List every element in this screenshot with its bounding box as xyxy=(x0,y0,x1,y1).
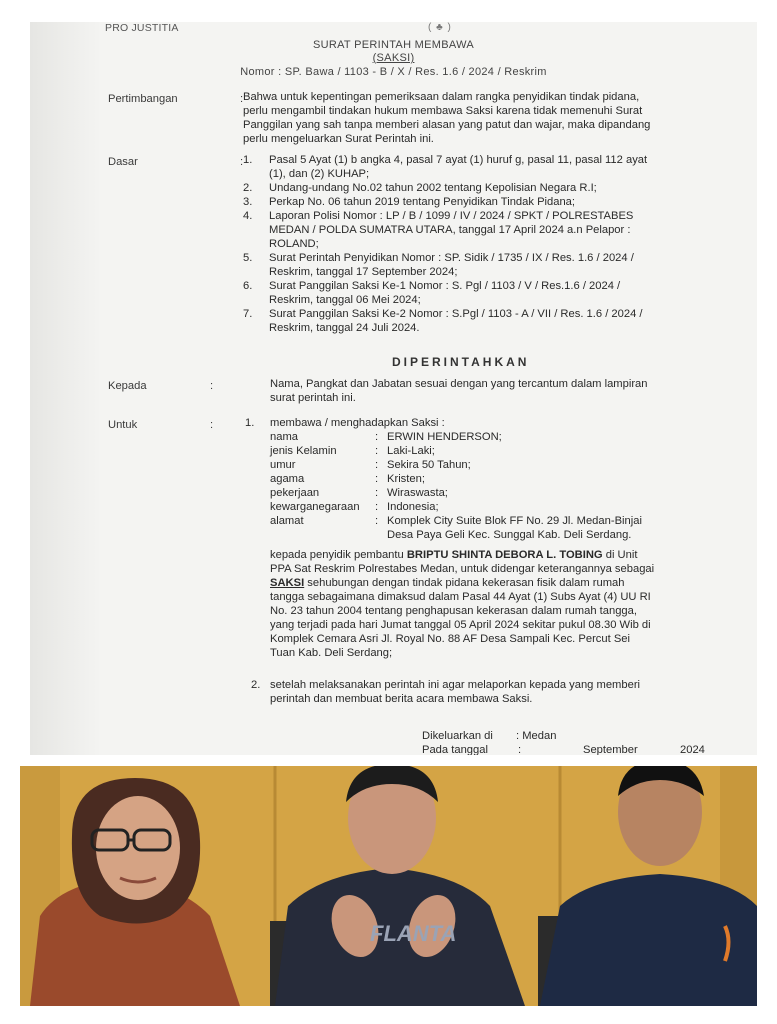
pada-tanggal-label: Pada tanggal xyxy=(422,744,488,755)
dasar-line: Surat Panggilan Saksi Ke-1 Nomor : S. Pgl / 1103 / V / Res.1.6 / 2024 / xyxy=(269,280,621,292)
saksi-field-value xyxy=(387,514,642,542)
untuk-colon: : xyxy=(210,419,214,431)
shirt-logo-text: FLANTA xyxy=(370,921,457,946)
saksi-field-key: nama xyxy=(270,431,298,443)
document-scan xyxy=(30,22,757,755)
saksi-field-value: Wiraswasta; xyxy=(387,487,448,499)
saksi-field-value: Kristen; xyxy=(387,473,425,485)
untuk-label: Untuk xyxy=(108,419,138,431)
kepada-colon: : xyxy=(210,380,214,392)
pertimbangan-label: Pertimbangan xyxy=(108,93,178,105)
emblem-stamp: ( ♣ ) xyxy=(428,22,452,33)
alamat-line: Desa Paya Geli Kec. Sunggal Kab. Deli Serdang. xyxy=(387,529,632,541)
para-line xyxy=(270,548,750,562)
diperintahkan-heading: DIPERINTAHKAN xyxy=(392,355,530,369)
saksi-field-value: ERWIN HENDERSON; xyxy=(387,431,502,443)
dasar-line: Surat Perintah Penyidikan Nomor : SP. Sidik / 1735 / IX / Res. 1.6 / 2024 / xyxy=(269,252,634,264)
untuk-item2-text xyxy=(270,678,740,706)
dasar-item xyxy=(243,181,733,195)
saksi-field-row: alamat : Komplek City Suite Blok FF No. 29 Jl. Medan-Binjai Desa Paya Geli Kec. Sunggal Kab. Deli Serdang. xyxy=(270,515,642,541)
saksi-field-row: kewarganegaraan : Indonesia; xyxy=(270,501,439,513)
untuk-item2-num: 2. xyxy=(251,679,261,691)
title-line2: (SAKSI) xyxy=(372,52,415,64)
dasar-line: Surat Panggilan Saksi Ke-2 Nomor : S.Pgl / 1103 - A / VII / Res. 1.6 / 2024 / xyxy=(269,308,643,320)
item2-line: setelah melaksanakan perintah ini agar melaporkan kepada yang memberi xyxy=(270,679,641,691)
pertimbangan-line: perlu mengambil tindakan hukum membawa Saksi karena tidak memenuhi Surat xyxy=(243,105,643,117)
dasar-item-text xyxy=(269,279,620,307)
dasar-item-num: 5. xyxy=(243,252,253,264)
para-line xyxy=(270,576,750,590)
alamat-line: Komplek City Suite Blok FF No. 29 Jl. Medan-Binjai xyxy=(387,515,642,527)
para-line: No. 23 tahun 2004 tentang penghapusan kekerasan dalam rumah tangga, xyxy=(270,605,637,617)
saksi-field-value: Sekira 50 Tahun; xyxy=(387,459,471,471)
dasar-line: Reskrim, tanggal 06 Mei 2024; xyxy=(269,294,421,306)
saksi-field-row: pekerjaan : Wiraswasta; xyxy=(270,487,448,499)
saksi-field-value: Laki-Laki; xyxy=(387,445,435,457)
dasar-item xyxy=(243,153,733,181)
para-text: kepada penyidik pembantu xyxy=(270,549,407,561)
pada-tanggal-year: 2024 xyxy=(680,744,705,755)
dikeluarkan-value: : Medan xyxy=(516,730,557,742)
dikeluarkan-label: Dikeluarkan di xyxy=(422,730,493,742)
saksi-field-key: pekerjaan xyxy=(270,487,320,499)
press-photo xyxy=(20,766,757,1006)
dasar-item xyxy=(243,279,733,307)
kepada-line: surat perintah ini. xyxy=(270,392,356,404)
press-photo-illustration xyxy=(20,766,757,1006)
para-line: PPA Sat Reskrim Polrestabes Medan, untuk didengar keterangannya sebagai xyxy=(270,563,655,575)
dasar-line: Pasal 5 Ayat (1) b angka 4, pasal 7 ayat (1) huruf g, pasal 11, pasal 112 ayat xyxy=(269,154,648,166)
dasar-line: Perkap No. 06 tahun 2019 tentang Penyidikan Tindak Pidana; xyxy=(269,196,576,208)
para-line: Komplek Cemara Asri Jl. Royal No. 88 AF Desa Sampali Kec. Percut Sei xyxy=(270,633,631,645)
saksi-field-value: Indonesia; xyxy=(387,501,439,513)
pertimbangan-line: perlu mengeluarkan Surat Perintah ini. xyxy=(243,133,434,145)
dasar-item-text xyxy=(269,209,633,251)
dasar-item xyxy=(243,209,733,251)
saksi-field-key: kewarganegaraan xyxy=(270,501,360,513)
saksi-field-key: jenis Kelamin xyxy=(270,445,337,457)
pertimbangan-colon: : xyxy=(240,93,244,105)
saksi-field-key: alamat xyxy=(270,515,304,527)
dasar-item-text xyxy=(269,251,634,279)
pertimbangan-line: Panggilan yang sah tanpa memberi alasan yang patut dan wajar, maka dipandang xyxy=(243,119,651,131)
dasar-item xyxy=(243,251,733,279)
dasar-item xyxy=(243,307,733,335)
dasar-item-num: 6. xyxy=(243,280,253,292)
untuk-paragraph xyxy=(270,548,750,660)
kepada-line: Nama, Pangkat dan Jabatan sesuai dengan yang tercantum dalam lampiran xyxy=(270,378,648,390)
dasar-item-num: 4. xyxy=(243,210,253,222)
dasar-item-text xyxy=(269,153,647,181)
kepada-label: Kepada xyxy=(108,380,147,392)
dasar-item-num: 3. xyxy=(243,196,253,208)
para-line: tangga sebagaimana dimaksud dalam Pasal 44 Ayat (1) Subs Ayat (4) UU RI xyxy=(270,591,651,603)
saksi-field-key: agama xyxy=(270,473,305,485)
dasar-item-num: 1. xyxy=(243,154,253,166)
penyidik-name: BRIPTU SHINTA DEBORA L. TOBING xyxy=(406,549,603,561)
dasar-label: Dasar xyxy=(108,156,138,168)
title-line1: SURAT PERINTAH MEMBAWA xyxy=(312,39,475,51)
saksi-field-key: umur xyxy=(270,459,296,471)
dasar-line: Undang-undang No.02 tahun 2002 tentang Kepolisian Negara R.I; xyxy=(269,182,597,194)
pertimbangan-text xyxy=(243,90,723,146)
dasar-item-text xyxy=(269,307,643,335)
dasar-line: Reskrim, tanggal 17 September 2024; xyxy=(269,266,458,278)
dasar-line: (1), dan (2) KUHAP; xyxy=(269,168,370,180)
dasar-item xyxy=(243,195,733,209)
saksi-fields xyxy=(270,430,740,542)
saksi-field-row: umur : Sekira 50 Tahun; xyxy=(270,459,471,471)
dasar-line: Reskrim, tanggal 24 Juli 2024. xyxy=(269,322,420,334)
para-line: yang terjadi pada hari Jumat tanggal 05 April 2024 sekitar pukul 08.30 Wib di xyxy=(270,619,651,631)
untuk-item1-num: 1. xyxy=(245,417,255,429)
item2-line: perintah dan membuat berita acara membawa Saksi. xyxy=(270,693,533,705)
header-pro-justitia: PRO JUSTITIA xyxy=(105,22,179,34)
saksi-emphasis: SAKSI xyxy=(270,577,305,589)
dasar-line: Laporan Polisi Nomor : LP / B / 1099 / IV / 2024 / SPKT / POLRESTABES xyxy=(269,210,634,222)
kepada-text xyxy=(270,377,740,405)
dasar-item-num: 2. xyxy=(243,182,253,194)
dasar-colon: : xyxy=(240,156,244,168)
nomor: Nomor : SP. Bawa / 1103 - B / X / Res. 1.6 / 2024 / Reskrim xyxy=(240,66,547,78)
para-text: sehubungan dengan tindak pidana kekerasan fisik dalam rumah xyxy=(304,577,625,589)
saksi-field-row: jenis Kelamin : Laki-Laki; xyxy=(270,445,435,457)
dasar-item-num: 7. xyxy=(243,308,253,320)
dasar-line: MEDAN / POLDA SUMATRA UTARA, tanggal 17 April 2024 a.n Pelapor : xyxy=(269,224,631,236)
saksi-field-row: nama : ERWIN HENDERSON; xyxy=(270,431,502,443)
pada-tanggal-month: September xyxy=(583,744,638,755)
pada-tanggal-colon: : xyxy=(518,744,522,755)
dasar-line: ROLAND; xyxy=(269,238,319,250)
para-text: di Unit xyxy=(602,549,638,561)
pertimbangan-line: Bahwa untuk kepentingan pemeriksaan dalam rangka penyidikan tindak pidana, xyxy=(243,91,640,103)
untuk-item1-intro: membawa / menghadapkan Saksi : xyxy=(270,417,445,429)
page-shadow xyxy=(30,22,102,755)
dasar-list xyxy=(243,153,733,335)
para-line: Tuan Kab. Deli Serdang; xyxy=(270,647,393,659)
saksi-field-row: agama : Kristen; xyxy=(270,473,425,485)
